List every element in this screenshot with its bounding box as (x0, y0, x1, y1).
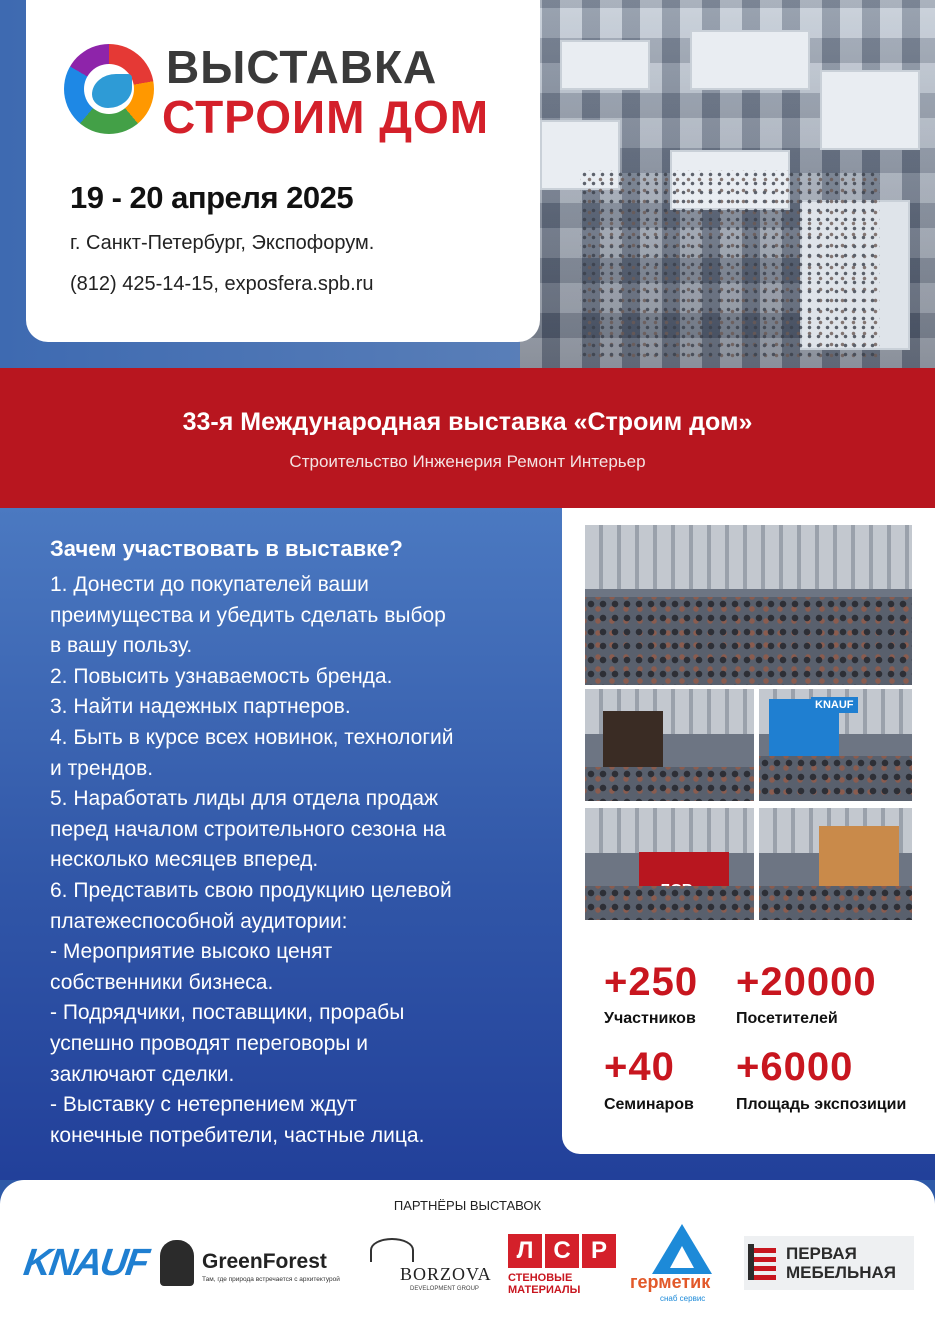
banner-subtitle: Строительство Инженерия Ремонт Интерьер (289, 452, 646, 471)
list-item: успешно проводят переговоры и (50, 1031, 368, 1055)
list-item: перед началом строительного сезона на (50, 817, 446, 841)
list-item: 4. Быть в курсе всех новинок, технологий (50, 725, 454, 749)
brand-title-line2: СТРОИМ ДОМ (162, 91, 490, 143)
brand-title-line1: ВЫСТАВКА (166, 41, 438, 93)
knauf-booth-label: KNAUF (811, 697, 858, 713)
partner-borzova-subtitle: DEVELOPMENT GROUP (410, 1286, 479, 1292)
hero-section (0, 0, 935, 368)
event-location: г. Санкт-Петербург, Экспофорум. (70, 232, 375, 254)
partner-knauf-logo[interactable]: KNAUF (21, 1242, 150, 1284)
list-item: платежеспособной аудитории: (50, 909, 348, 933)
partners-section (0, 1180, 935, 1322)
pervaya-mebelnaya-icon (748, 1244, 776, 1280)
stat-visitors-label: Посетителей (736, 1010, 838, 1027)
list-item: - Мероприятие высоко ценят (50, 940, 333, 964)
list-item: и трендов. (50, 756, 154, 780)
list-item: несколько месяцев вперед. (50, 848, 319, 872)
list-item: конечные потребители, частные лица. (50, 1123, 425, 1147)
exhibition-hall-photo (520, 0, 935, 368)
event-dates: 19 - 20 апреля 2025 (70, 180, 354, 215)
stat-participants-label: Участников (604, 1010, 696, 1027)
partner-lsr-subtitle: СТЕНОВЫЕ МАТЕРИАЛЫ (508, 1272, 581, 1296)
list-item: 6. Представить свою продукцию целевой (50, 878, 452, 902)
list-item: 5. Наработать лиды для отдела продаж (50, 787, 439, 811)
stat-visitors-value: +20000 (736, 960, 877, 1004)
partner-borzova-name[interactable]: BORZOVA (400, 1264, 492, 1284)
pervaya-line2: МЕБЕЛЬНАЯ (786, 1263, 896, 1282)
event-contact[interactable]: (812) 425-14-15, exposfera.spb.ru (70, 273, 374, 295)
greenforest-bear-icon (160, 1240, 194, 1286)
lsr-booth-photo (585, 808, 754, 920)
banner (0, 368, 935, 508)
partner-germetik-subtitle: снаб сервис (660, 1294, 706, 1303)
partner-lsr-letter[interactable]: Р (582, 1234, 616, 1268)
list-item: 1. Донести до покупателей ваши (50, 573, 369, 596)
list-item: 3. Найти надежных партнеров. (50, 695, 351, 719)
germetik-triangle-icon (652, 1224, 712, 1274)
crowd-photo (585, 525, 912, 685)
stat-area-label: Площадь экспозиции (736, 1096, 907, 1113)
stat-seminars-value: +40 (604, 1045, 675, 1089)
list-item: преимущества и убедить сделать выбор (50, 603, 446, 627)
list-item: заключают сделки. (50, 1062, 235, 1086)
main-section (0, 508, 935, 1180)
stats-card (562, 508, 935, 1154)
partner-germetik-name[interactable]: герметик (630, 1272, 711, 1292)
list-item: - Подрядчики, поставщики, прорабы (50, 1001, 405, 1025)
list-item: 2. Повысить узнаваемость бренда. (50, 664, 393, 688)
list-item: - Выставку с нетерпением ждут (50, 1093, 357, 1117)
why-list (50, 570, 520, 1151)
banner-title: 33-я Международная выставка «Строим дом» (182, 408, 753, 436)
partner-greenforest-tagline: Там, где природа встречается с архитектурой (202, 1276, 340, 1283)
partner-lsr-letter[interactable]: Л (508, 1234, 542, 1268)
stat-area-value: +6000 (736, 1045, 854, 1089)
stat-seminars-label: Семинаров (604, 1096, 694, 1113)
partner-greenforest-name[interactable]: GreenForest (202, 1250, 327, 1273)
knauf-booth-photo (759, 689, 912, 801)
list-item: собственники бизнеса. (50, 970, 274, 994)
booth-photo (585, 689, 754, 801)
stat-participants-value: +250 (604, 960, 699, 1004)
partners-title: ПАРТНЁРЫ ВЫСТАВОК (393, 1198, 542, 1213)
house-booth-photo (759, 808, 912, 920)
borzova-bird-icon (370, 1238, 414, 1262)
list-item: в вашу пользу. (50, 634, 193, 658)
event-info-card (26, 0, 540, 342)
exhibition-logo-icon (64, 44, 154, 134)
why-title: Зачем участвовать в выставке? (50, 536, 403, 561)
partner-lsr-letter[interactable]: С (545, 1234, 579, 1268)
pervaya-line1: ПЕРВАЯ (786, 1244, 857, 1263)
partner-pervaya-mebelnaya-name (786, 1244, 896, 1282)
